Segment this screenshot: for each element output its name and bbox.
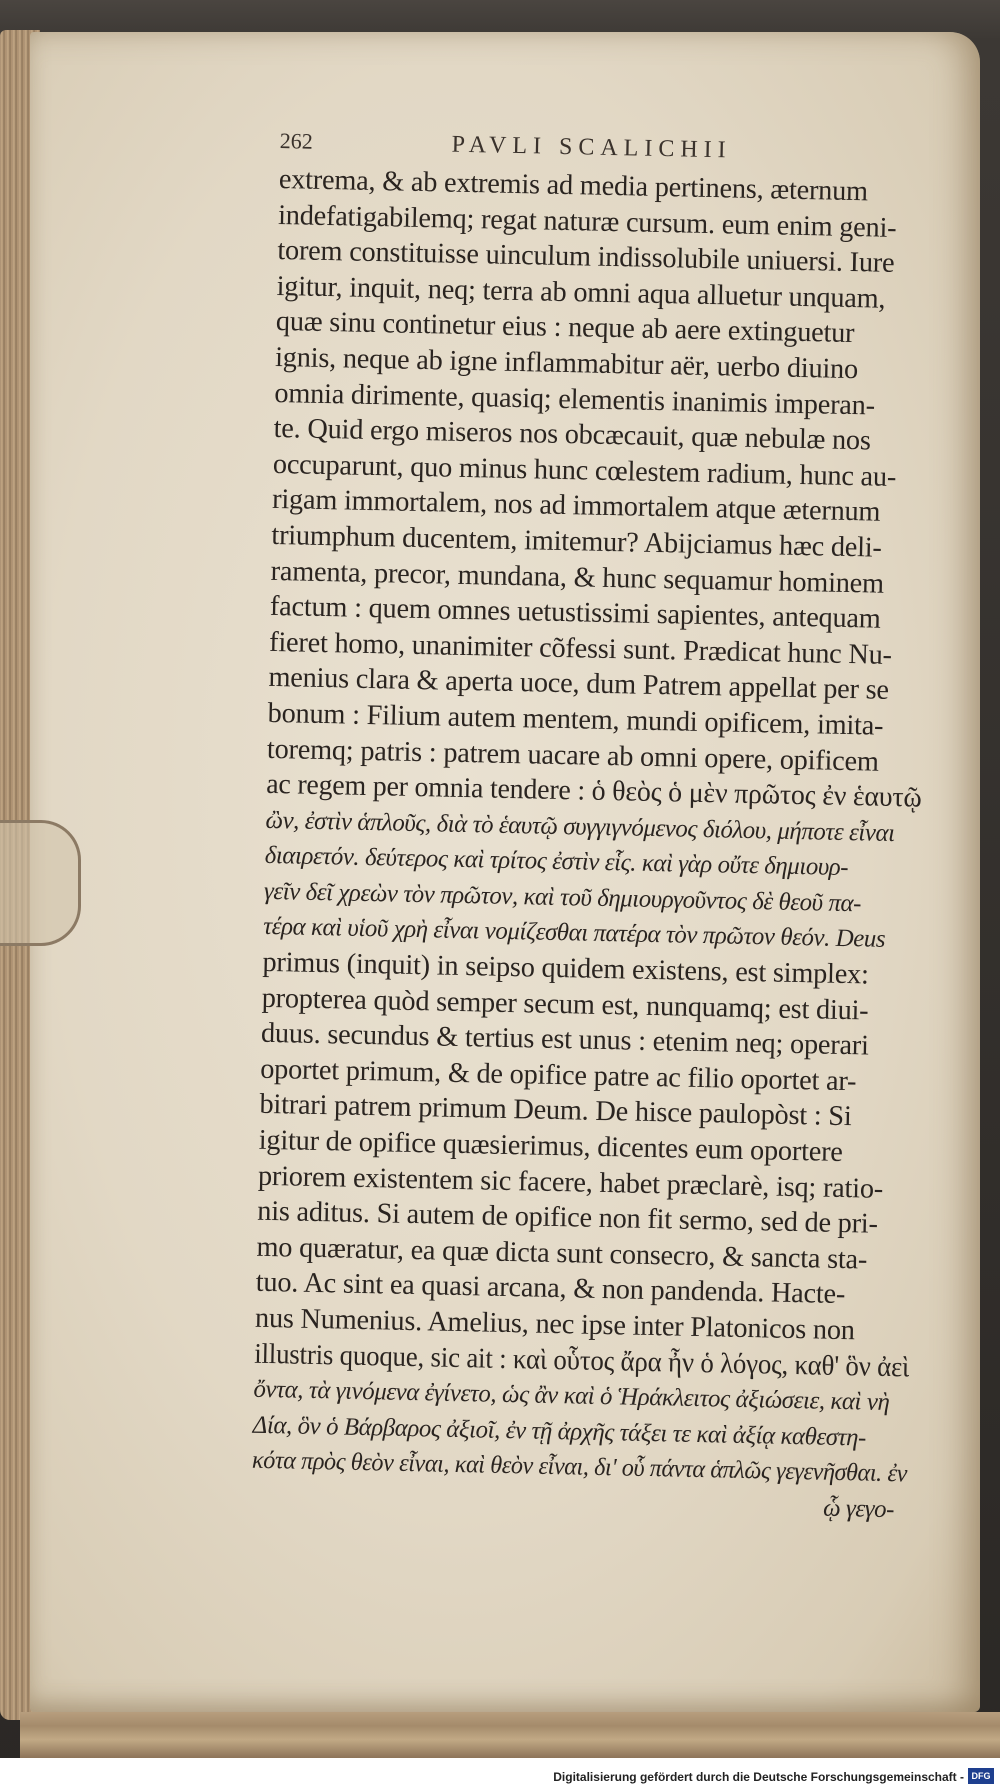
greek-text-line: Δία, ὃν ὁ Βάρβαρος ἀξιοῖ, ἐν τῇ ἀρχῆς τάξει τε καὶ ἀξίᾳ καθεστη- — [252, 1411, 867, 1452]
greek-text-line: τέρα καὶ υἱοῦ χρὴ εἶναι νομίζεσθαι πατέρα τὸν πρῶτον θεόν. Deus — [262, 913, 886, 954]
text-line: primus (inquit) in seipso quidem existens, est simplex: — [262, 946, 870, 991]
greek-text-line: κότα πρὸς θεὸν εἶναι, καὶ θεὸν εἶναι, δι' οὗ πάντα ἁπλῶς γεγενῆσθαι. ἐν — [251, 1447, 908, 1488]
text-block — [251, 128, 940, 1528]
running-title: PAVLI SCALICHII — [451, 131, 732, 164]
body-text — [251, 162, 939, 1528]
text-line: torem constituisse uinculum indissolubile uniuersi. Iure — [277, 235, 895, 280]
text-line: illustris quoque, sic ait : καὶ οὗτος ἄρα ἦν ὁ λόγος, καθ' ὃν ἀεὶ — [253, 1338, 910, 1384]
text-line: indefatigabilemq; regat naturæ cursum. eum enim geni- — [277, 199, 897, 244]
text-line: igitur, inquit, neq; terra ab omni aqua alluetur unquam, — [276, 270, 886, 315]
greek-text-line: διαιρετόν. δεύτερος καὶ τρίτος ἐστὶν εἷς. καὶ γὰρ οὔτε δημιουρ- — [264, 842, 849, 882]
book-lower-edge — [20, 1712, 1000, 1758]
text-line: quæ sinu continetur eius : neque ab aere extinguetur — [275, 306, 855, 350]
catchword: ᾧ γεγο- — [822, 1494, 895, 1524]
text-line: oportet primum, & de opifice patre ac filio oportet ar- — [259, 1053, 857, 1098]
text-line: bitrari patrem primum Deum. De hisce paulopòst : Si — [259, 1089, 852, 1133]
text-line: ac regem per omnia tendere : ὁ θεὸς ὁ μὲν πρῶτος ἐν ἑαυτῷ — [265, 768, 922, 814]
text-line: igitur de opifice quæsierimus, dicentes eum oportere — [258, 1124, 844, 1169]
text-line: factum : quem omnes uetustissimi sapientes, antequam — [269, 591, 881, 635]
digitization-credit: Digitalisierung gefördert durch die Deutsche Forschungsgemeinschaft - — [553, 1770, 964, 1784]
page-number: 262 — [279, 128, 313, 154]
text-line: extrema, & ab extremis ad media pertinens, æternum — [278, 163, 869, 208]
text-line: triumphum ducentem, imitemur? Abijciamus hæc deli- — [271, 519, 883, 564]
greek-text-line: ὄντα, τὰ γινόμενα ἐγίνετο, ὡς ἂν καὶ ὁ Ἡράκλειτος ἀξιώσειε, καὶ νὴ — [253, 1375, 890, 1417]
text-line: priorem existentem sic facere, habet præclarè, isq; ratio- — [257, 1160, 884, 1205]
greek-text-line: ὢν, ἐστὶν ἁπλοῦς, διὰ τὸ ἑαυτῷ συγγιγνόμενος διόλου, μήποτε εἶναι — [265, 806, 895, 847]
text-line: mo quæratur, ea quæ dicta sunt consecro, & sancta sta- — [256, 1231, 868, 1276]
bookmark-ribbon — [0, 820, 81, 946]
text-line: omnia dirimente, quasiq; elementis inanimis imperan- — [274, 377, 876, 422]
text-line: nis aditus. Si autem de opifice non fit sermo, sed de pri- — [256, 1195, 879, 1240]
text-line: tuo. Ac sint ea quasi arcana, & non pandenda. Hacte- — [255, 1267, 846, 1311]
dfg-logo-icon: DFG — [968, 1768, 994, 1784]
text-line: toremq; patris : patrem uacare ab omni opere, opificem — [266, 733, 880, 778]
text-line: fieret homo, unanimiter cõfessi sunt. Prædicat hunc Nu- — [268, 626, 893, 671]
text-line: duus. secundus & tertius est unus : etenim neq; operari — [260, 1018, 870, 1062]
text-line: propterea quòd semper secum est, nunquamq; est diui- — [261, 982, 869, 1027]
text-line: ramenta, precor, mundana, & hunc sequamur hominem — [270, 555, 885, 600]
text-line: menius clara & aperta uoce, dum Patrem appellat per se — [268, 662, 890, 707]
greek-text-line: γεῖν δεῖ χρεὼν τὸν πρῶτον, καὶ τοῦ δημιουργοῦντος δὲ θεοῦ πα- — [263, 877, 862, 918]
text-line: ignis, neque ab igne inflammabitur aër, uerbo diuino — [274, 341, 859, 386]
text-line: nus Numenius. Amelius, nec ipse inter Platonicos non — [254, 1302, 856, 1347]
text-line: rigam immortalem, nos ad immortalem atque æternum — [271, 484, 881, 528]
text-line: occuparunt, quo minus hunc cœlestem radium, hunc au- — [272, 448, 897, 493]
text-line: bonum : Filium autem mentem, mundi opificem, imita- — [267, 697, 884, 742]
text-line: te. Quid ergo miseros nos obcæcauit, quæ nebulæ nos — [273, 413, 872, 457]
